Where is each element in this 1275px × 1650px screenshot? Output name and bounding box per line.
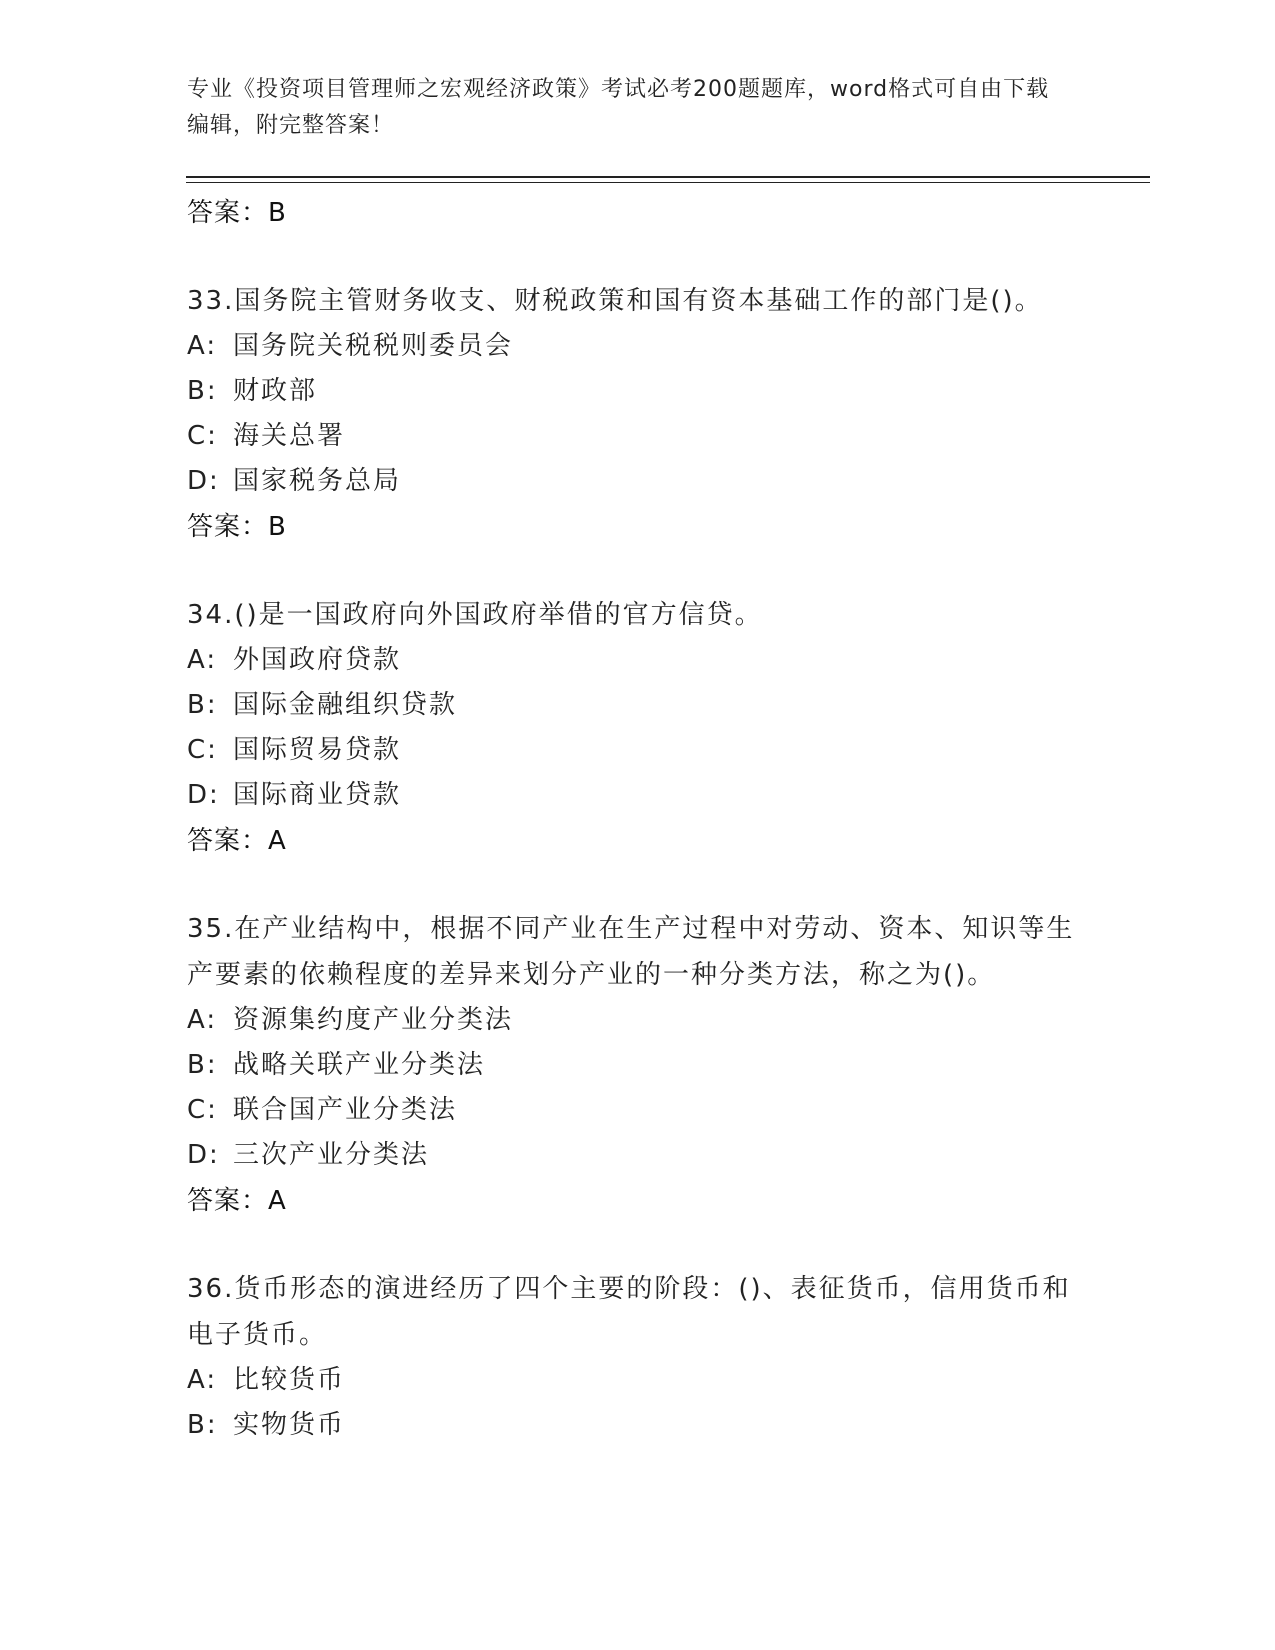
option-text: 比较货币 — [233, 1365, 346, 1395]
question-text: 36.货币形态的演进经历了四个主要的阶段：()、表征货币，信用货币和电子货币。 — [187, 1274, 1071, 1350]
option-b — [187, 683, 1087, 728]
option-c — [187, 1088, 1087, 1133]
question-text: 35.在产业结构中，根据不同产业在生产过程中对劳动、资本、知识等生产要素的依赖程度的差异来划分产业的一种分类方法，称之为()。 — [187, 914, 1075, 990]
option-letter: C: — [187, 421, 218, 451]
option-letter: D: — [187, 466, 220, 496]
option-text: 海关总署 — [233, 421, 346, 451]
option-text: 国务院关税税则委员会 — [233, 331, 514, 361]
option-letter: C: — [187, 1095, 218, 1125]
option-a — [187, 324, 1087, 369]
question-34 — [187, 592, 1087, 864]
option-c — [187, 728, 1087, 773]
question-list — [187, 190, 1087, 1448]
option-text: 战略关联产业分类法 — [233, 1050, 486, 1080]
question-33 — [187, 278, 1087, 550]
option-b — [187, 1403, 1087, 1448]
option-text: 外国政府贷款 — [233, 645, 402, 675]
option-letter: A: — [187, 645, 218, 675]
option-letter: A: — [187, 1365, 218, 1395]
option-a — [187, 998, 1087, 1043]
option-d — [187, 459, 1087, 504]
answer-line: 答案：A — [187, 1186, 287, 1216]
option-b — [187, 369, 1087, 414]
option-a — [187, 638, 1087, 683]
answer-line: 答案：B — [187, 198, 287, 228]
question-text: 33.国务院主管财务收支、财税政策和国有资本基础工作的部门是()。 — [187, 286, 1043, 316]
option-letter: B: — [187, 1410, 218, 1440]
option-d — [187, 773, 1087, 818]
header-divider-thin — [186, 182, 1150, 183]
option-letter: A: — [187, 331, 218, 361]
option-a — [187, 1358, 1087, 1403]
option-d — [187, 1133, 1087, 1178]
option-text: 国际贸易贷款 — [233, 735, 402, 765]
option-text: 实物货币 — [233, 1410, 346, 1440]
option-text: 资源集约度产业分类法 — [233, 1005, 514, 1035]
header-divider — [186, 176, 1150, 178]
option-text: 财政部 — [233, 376, 318, 406]
option-letter: D: — [187, 1140, 220, 1170]
option-letter: B: — [187, 690, 218, 720]
option-text: 国际商业贷款 — [233, 780, 402, 810]
option-c — [187, 414, 1087, 459]
option-letter: D: — [187, 780, 220, 810]
question-36 — [187, 1266, 1087, 1448]
question-text: 34.()是一国政府向外国政府举借的官方信贷。 — [187, 600, 763, 630]
option-letter: B: — [187, 376, 218, 406]
option-letter: B: — [187, 1050, 218, 1080]
answer-line: 答案：A — [187, 826, 287, 856]
answer-line: 答案：B — [187, 512, 287, 542]
question-35 — [187, 906, 1087, 1224]
option-text: 国际金融组织贷款 — [233, 690, 458, 720]
option-b — [187, 1043, 1087, 1088]
option-text: 联合国产业分类法 — [233, 1095, 458, 1125]
document-header: 专业《投资项目管理师之宏观经济政策》考试必考200题题库，word格式可自由下载编辑，附完整答案！ — [187, 77, 1050, 138]
option-text: 三次产业分类法 — [233, 1140, 430, 1170]
option-text: 国家税务总局 — [233, 466, 402, 496]
option-letter: A: — [187, 1005, 218, 1035]
option-letter: C: — [187, 735, 218, 765]
